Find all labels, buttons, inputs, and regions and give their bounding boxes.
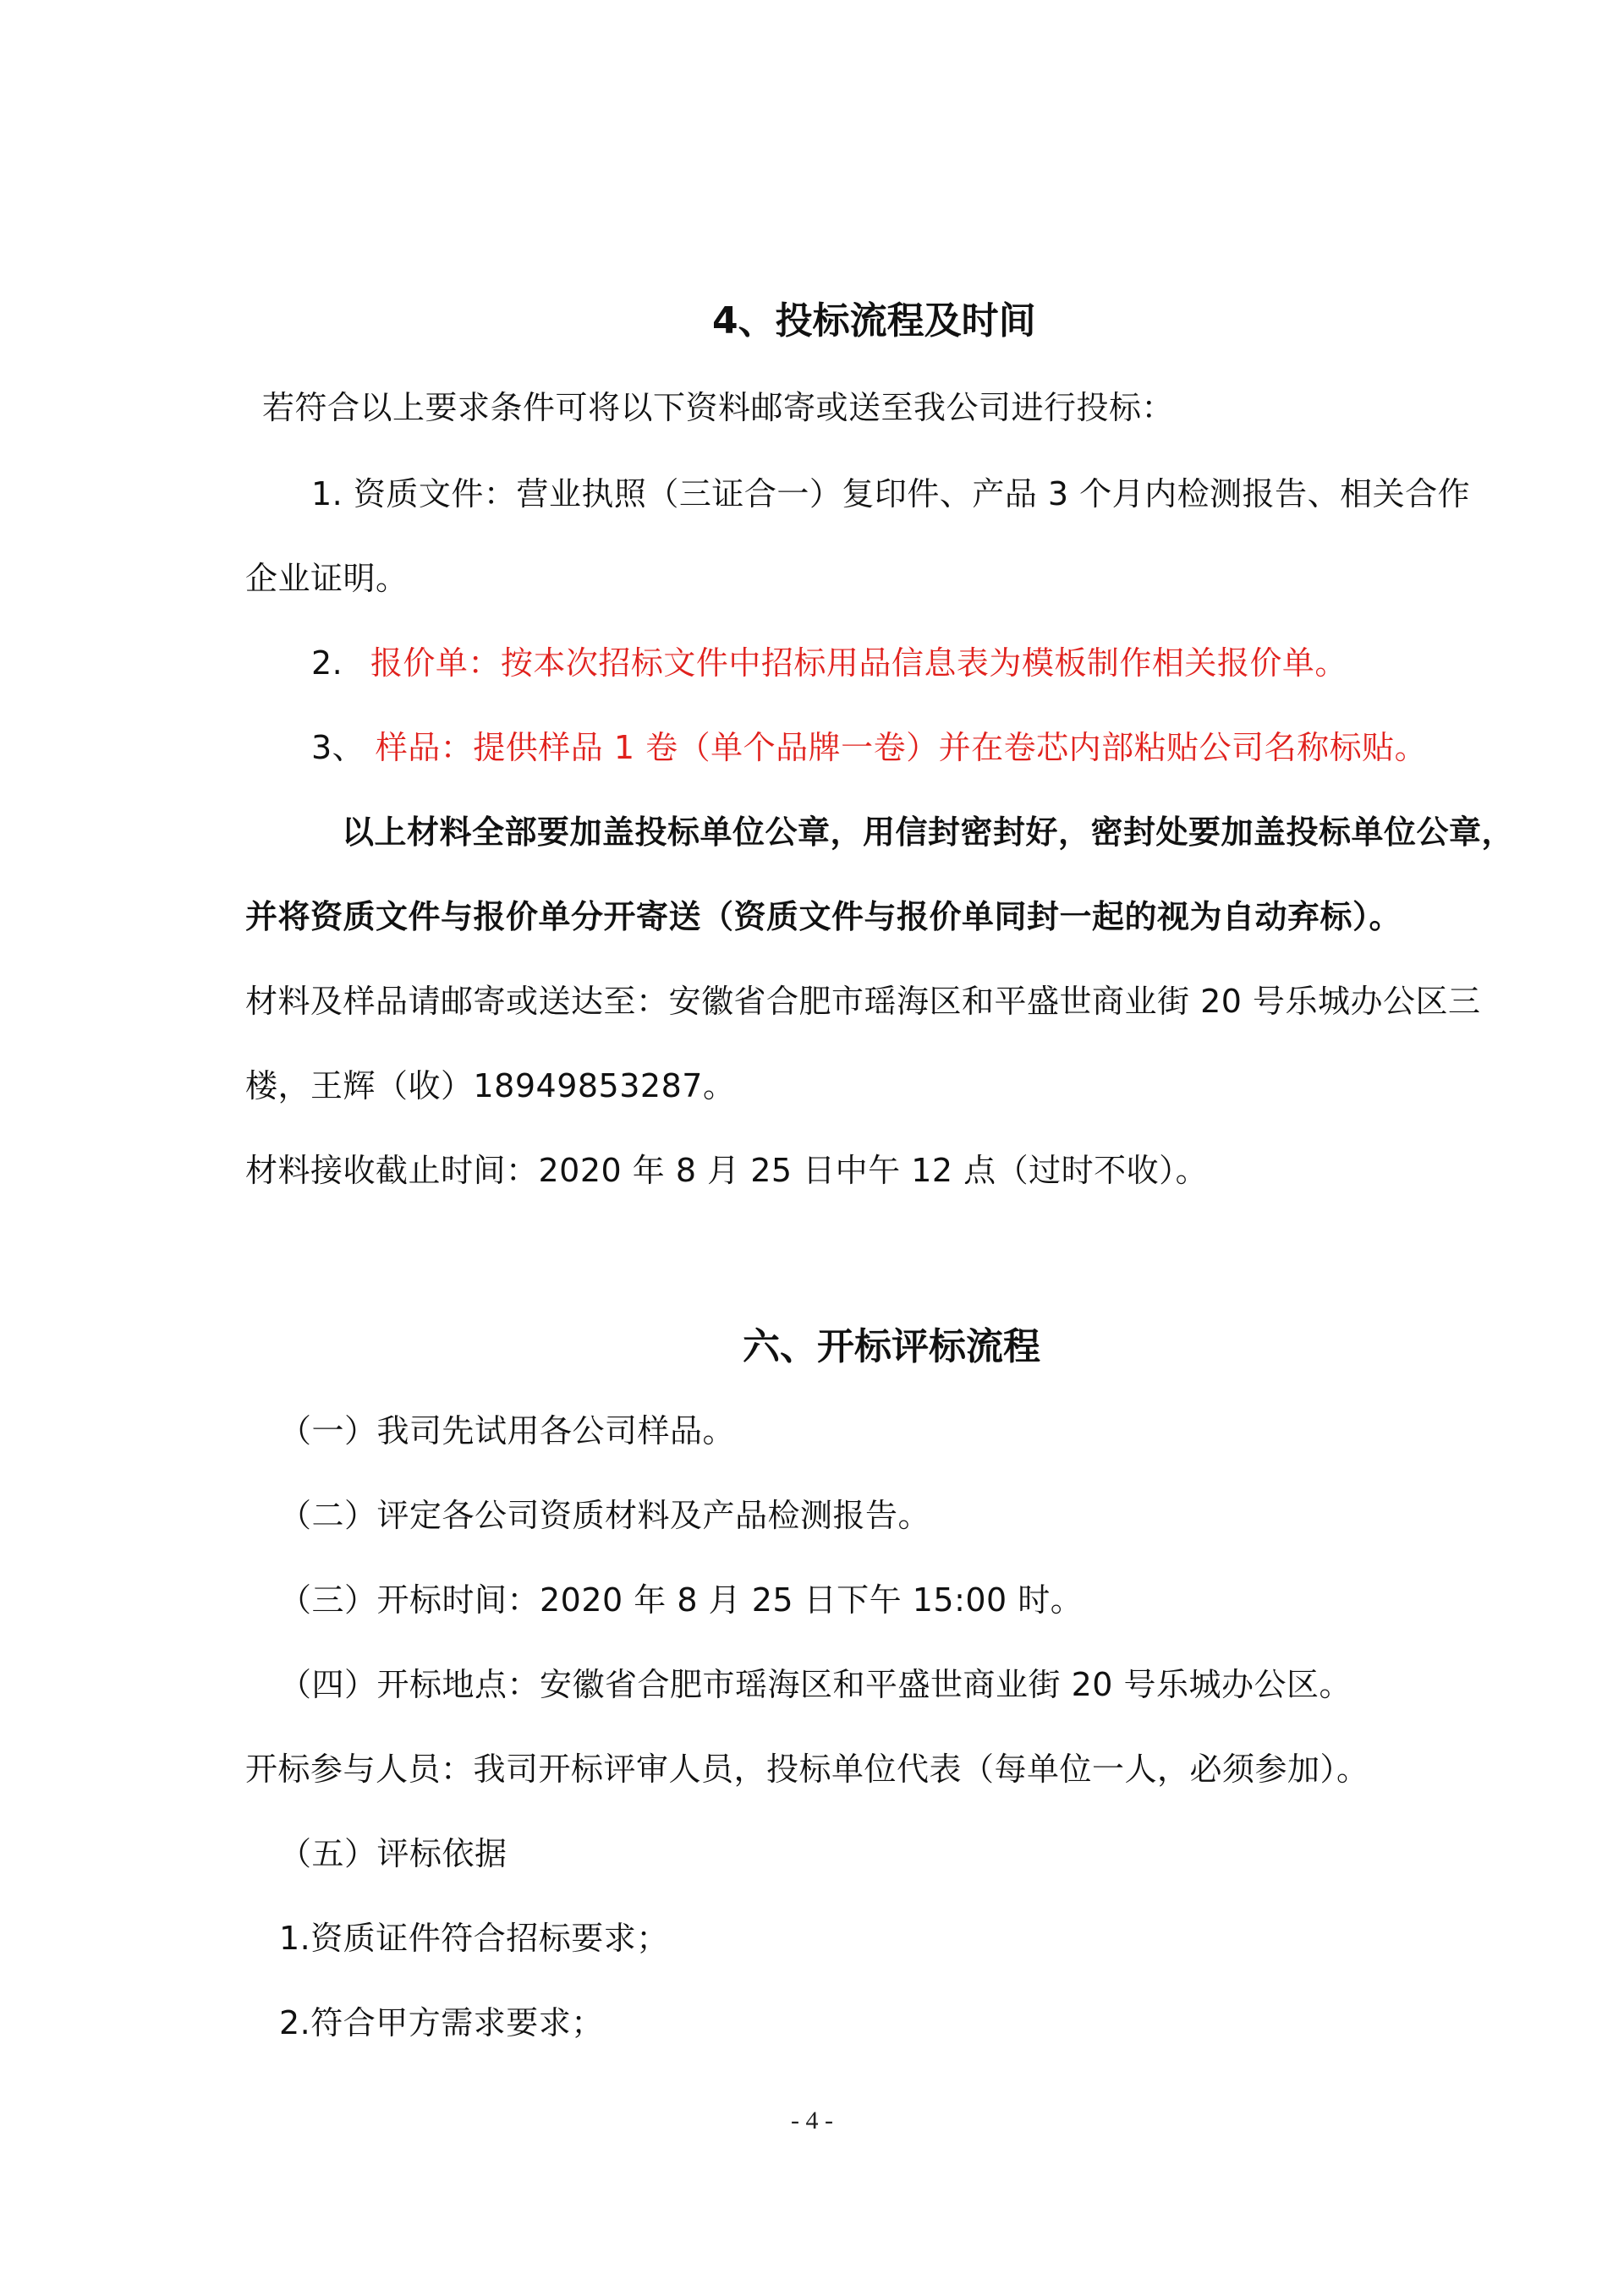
item-2-text: 报价单：按本次招标文件中招标用品信息表为模板制作相关报价单。 — [370, 644, 1347, 682]
criterion-1: 1.资质证件符合招标要求； — [279, 1920, 669, 1957]
item-2-number: 2. — [311, 644, 343, 682]
step-5: （五）评标依据 — [279, 1835, 508, 1872]
step-4: （四）开标地点：安徽省合肥市瑶海区和平盛世商业街 20 号乐城办公区。 — [279, 1666, 1352, 1703]
page-number: - 4 - — [791, 2107, 833, 2134]
step-1: （一）我司先试用各公司样品。 — [279, 1412, 736, 1449]
item-3-text: 样品：提供样品 1 卷（单个品牌一卷）并在卷芯内部粘贴公司名称标贴。 — [375, 729, 1428, 766]
item-2 — [311, 643, 1347, 683]
section-6-heading: 六、开标评标流程 — [743, 1325, 1040, 1368]
step-3: （三）开标时间：2020 年 8 月 25 日下午 15:00 时。 — [279, 1581, 1084, 1619]
notice-line-1: 以上材料全部要加盖投标单位公章，用信封密封好，密封处要加盖投标单位公章， — [342, 814, 1515, 851]
item-1-line-2: 企业证明。 — [245, 560, 409, 597]
item-1-line-1: 1. 资质文件：营业执照（三证合一）复印件、产品 3 个月内检测报告、相关合作 — [311, 475, 1471, 512]
address-line-1: 材料及样品请邮寄或送达至：安徽省合肥市瑶海区和平盛世商业街 20 号乐城办公区三 — [245, 983, 1481, 1020]
section-4-heading: 4、投标流程及时间 — [712, 299, 1036, 342]
item-3 — [311, 727, 1427, 768]
criterion-2: 2.符合甲方需求要求； — [279, 2004, 604, 2041]
deadline: 材料接收截止时间：2020 年 8 月 25 日中午 12 点（过时不收）。 — [245, 1152, 1209, 1189]
participants: 开标参与人员：我司开标评审人员，投标单位代表（每单位一人，必须参加）。 — [245, 1751, 1369, 1788]
address-line-2: 楼，王辉（收）18949853287。 — [245, 1067, 736, 1104]
step-2: （二）评定各公司资质材料及产品检测报告。 — [279, 1497, 931, 1534]
section-4-intro: 若符合以上要求条件可将以下资料邮寄或送至我公司进行投标： — [262, 389, 1175, 426]
notice-line-2: 并将资质文件与报价单分开寄送（资质文件与报价单同封一起的视为自动弃标）。 — [245, 898, 1402, 935]
item-3-number: 3、 — [311, 729, 365, 766]
